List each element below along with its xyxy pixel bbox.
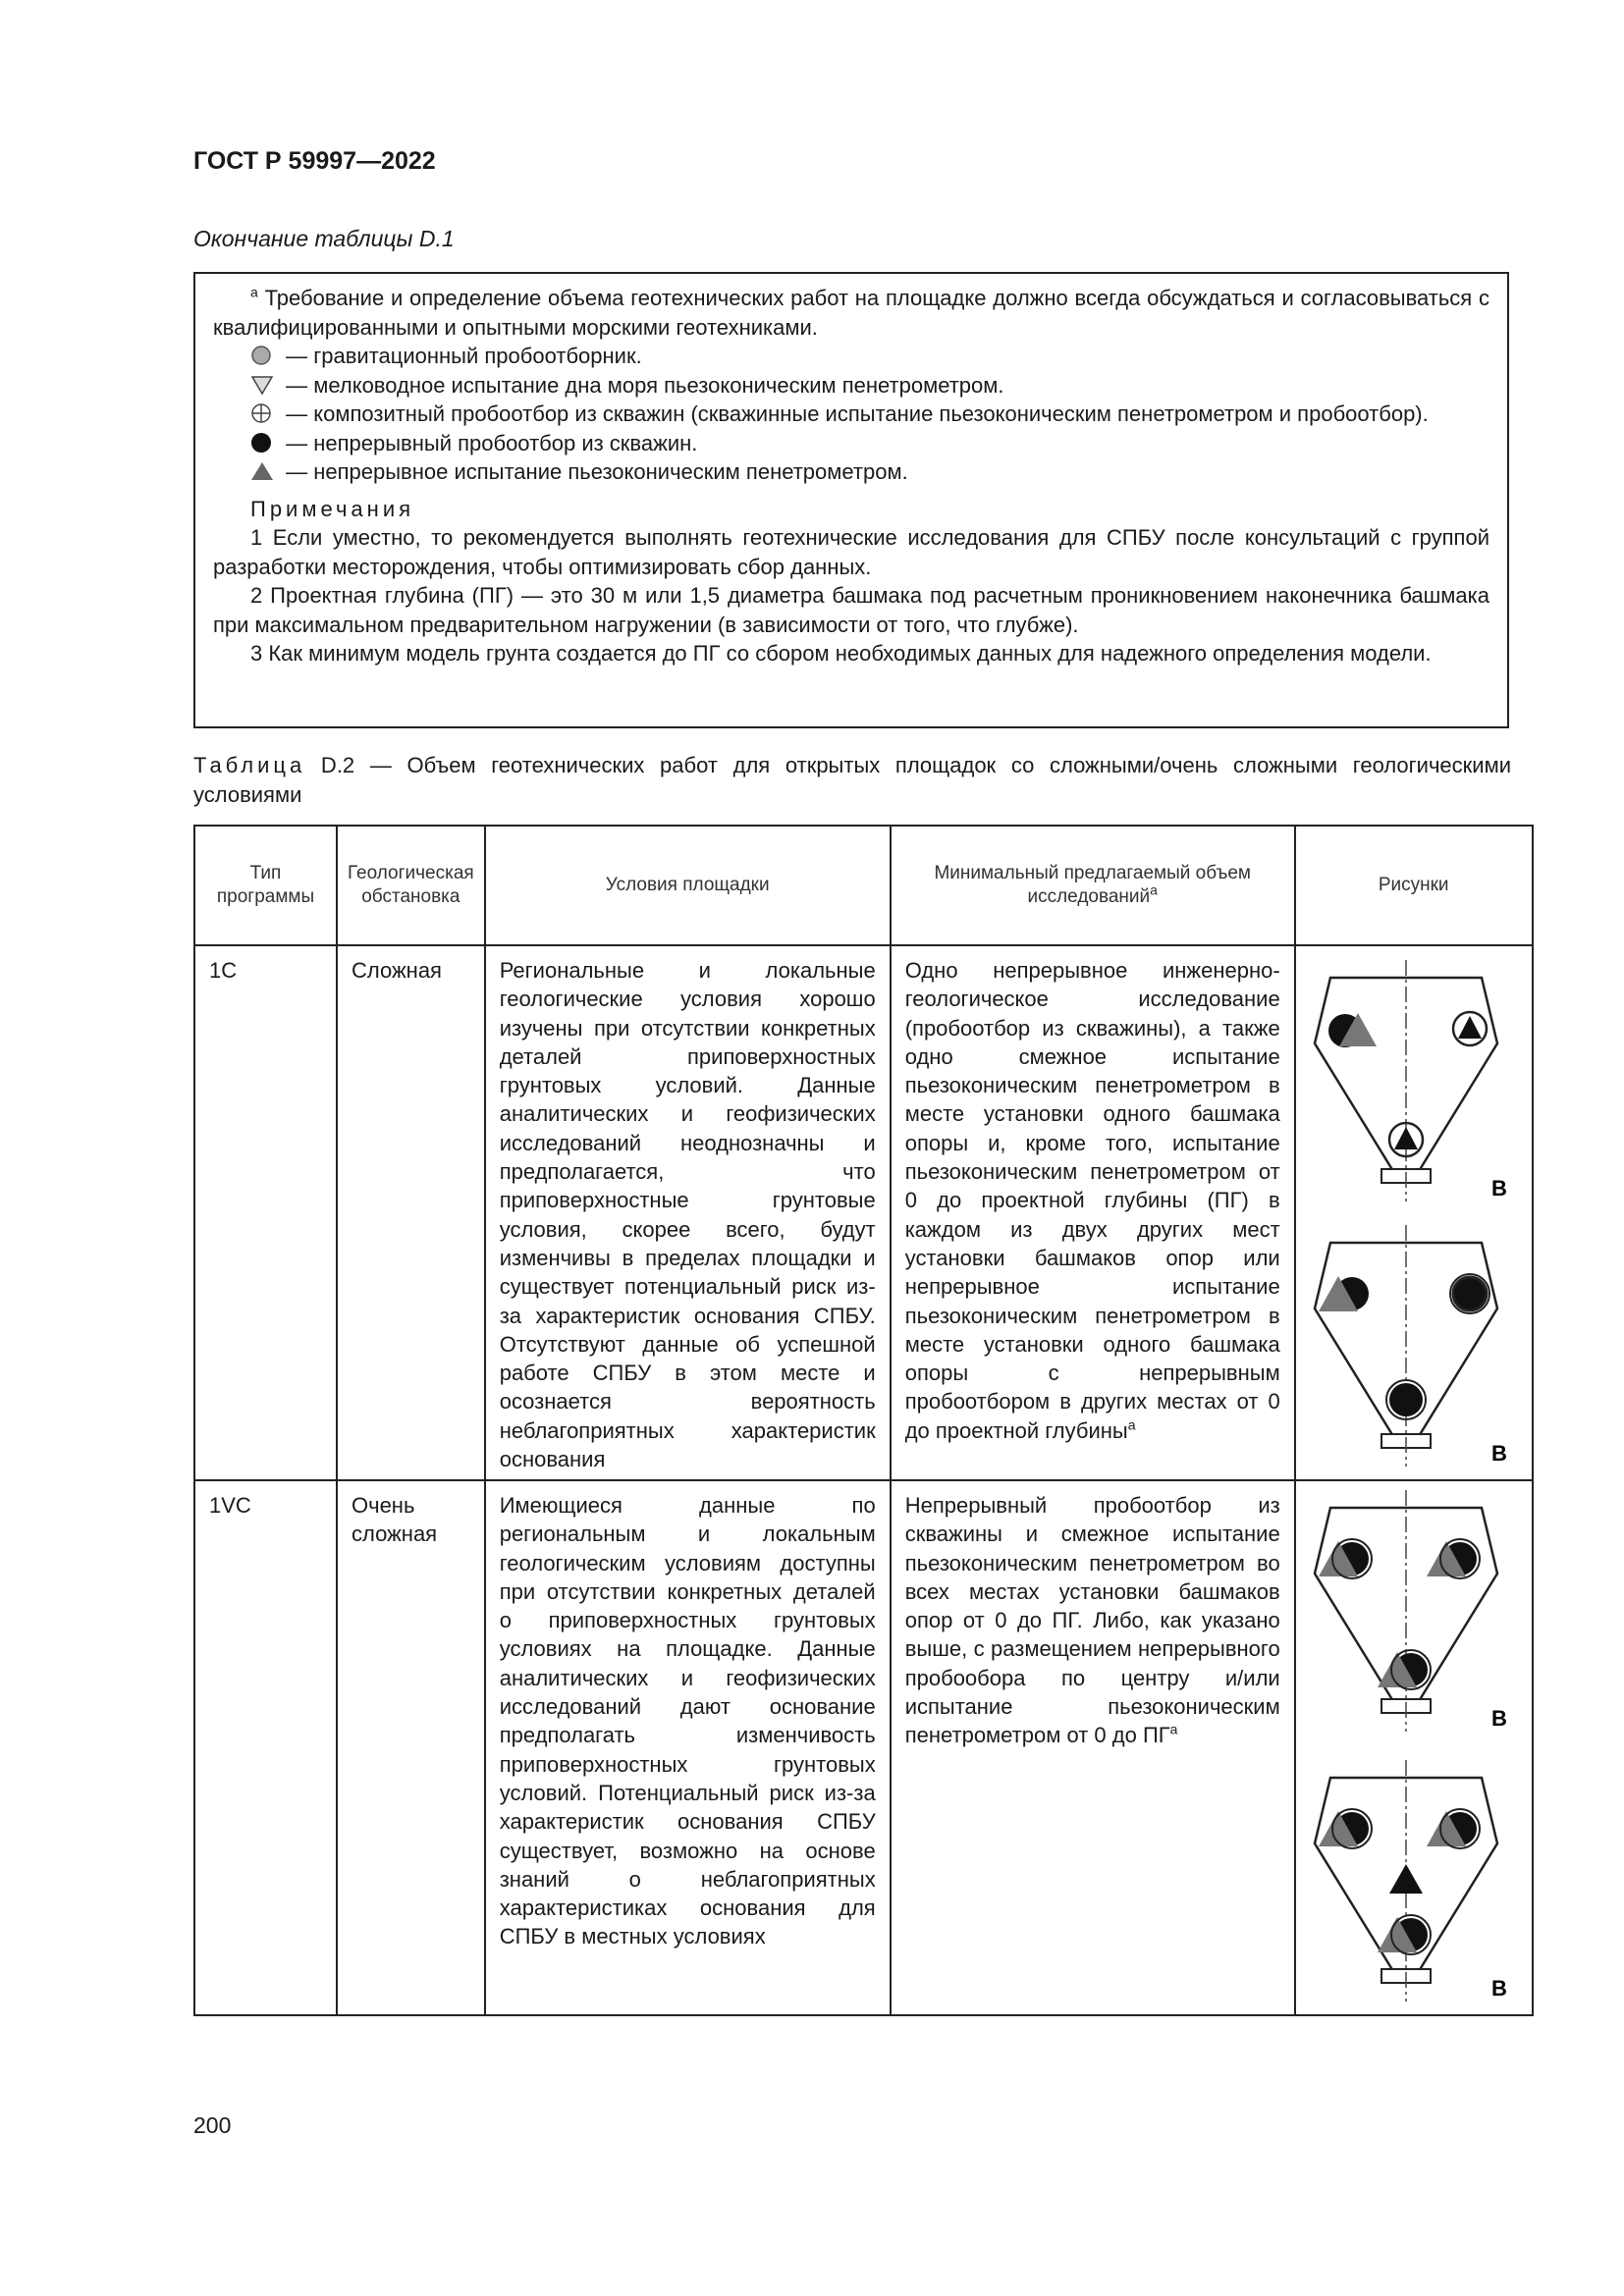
- note-2: 2 Проектная глубина (ПГ) — это 30 м или 1,5 диаметра башмака под расчетным проникновением наконечника башмака при максимальном предварительном нагружении (в зависимости от того, что глубже).: [213, 583, 1489, 637]
- document-code-header: ГОСТ Р 59997—2022: [193, 147, 436, 175]
- jackup-layout-figure: [1296, 1481, 1532, 2011]
- legend-item: [213, 342, 1489, 371]
- header-min-scope: Минимальный предлагаемый объем исследований$^a$: [891, 826, 1295, 945]
- row-scope-cell: Непрерывный пробоотбор из скважины и смежное испытание пьезоконическим пенетрометром во всех местах установки башмаков опор от 0 до ПГ. Либо, как указано выше, с размещением непрерывного пробообора по центру и/или испытание пьезоконическим пенетрометром от 0 до $ПГ^a$: [891, 1480, 1295, 2015]
- row-conditions-cell: Имеющиеся данные по региональным и локальным геологическим условиям доступны при отсутствии конкретных деталей о приповерхностных грунтовых условиях на площадке. Данные аналитических и геофизических исследований дают основание предполагать изменчивость приповерхностных грунтовых условий. Потенциальный риск из-за характеристик основания СПБУ существует, возможно на основе знаний о неблагоприятных характеристиках основания для СПБУ в местных условиях: [485, 1480, 891, 2015]
- header-program-type: Тип программы: [194, 826, 337, 945]
- legend-text: — непрерывный пробоотбор из скважин.: [280, 430, 698, 455]
- figure-label: B: [1490, 1441, 1507, 1466]
- row-figures-cell: [1295, 1480, 1533, 2015]
- row-geology-cell: Сложная: [337, 945, 485, 1480]
- figure-label: B: [1490, 1706, 1507, 1731]
- triangle-outline-icon: [250, 374, 276, 396]
- table-caption-label: Таблица: [193, 753, 306, 777]
- table-row: [194, 1480, 1533, 2015]
- note-1: 1 Если уместно, то рекомендуется выполнять геотехнические исследования для СПБУ после консультаций с группой разработки месторождения, чтобы оптимизировать сбор данных.: [213, 525, 1489, 579]
- footnote-text: Требование и определение объема геотехнических работ на площадке должно всегда обсуждаться и согласовываться с квалифицированными и опытными морскими геотехниками.: [213, 286, 1489, 340]
- row-type-cell: 1VC: [194, 1480, 337, 2015]
- legend-item: [213, 457, 1489, 487]
- gray-circle-icon: [250, 345, 276, 366]
- table-continuation-title: Окончание таблицы D.1: [193, 226, 455, 251]
- table-header-row: [194, 826, 1533, 945]
- jackup-layout-figure: [1296, 946, 1532, 1476]
- legend-text: — непрерывное испытание пьезоконическим пенетрометром.: [280, 459, 908, 484]
- row-figures-cell: [1295, 945, 1533, 1480]
- table-row: [194, 945, 1533, 1480]
- legend-text: — гравитационный пробоотборник.: [280, 344, 642, 368]
- legend-item: [213, 429, 1489, 458]
- circle-cross-icon: [250, 402, 276, 424]
- figure-label: B: [1490, 1176, 1507, 1201]
- row-scope-cell: Одно непрерывное инженерно-геологическое исследование (пробоотбор из скважины), а также одно смежное испытание пьезоконическим пенетрометром в месте установки одного башмака опоры и, кроме того, испытание пьезоконическим пенетрометром от 0 до проектной глубины (ПГ) в каждом из двух других мест установки башмаков опор или непрерывное испытание пьезоконическим пенетрометром в месте установки одного башмака опоры с непрерывным пробоотбором в других местах от 0 до проектной глубины$^a$: [891, 945, 1295, 1480]
- footnote-mark: a: [250, 284, 258, 300]
- gray-triangle-icon: [250, 460, 276, 482]
- notes-heading: Примечания: [250, 496, 415, 521]
- note-3: 3 Как минимум модель грунта создается до ПГ со сбором необходимых данных для надежного определения модели.: [250, 641, 1432, 666]
- table-caption-text: D.2 — Объем геотехнических работ для открытых площадок со сложными/очень сложными геологическими условиями: [193, 753, 1511, 807]
- row-geology-cell: Очень сложная: [337, 1480, 485, 2015]
- legend-text: — композитный пробоотбор из скважин (скважинные испытание пьезоконическим пенетрометром и пробоотбор).: [280, 401, 1429, 426]
- header-conditions: Условия площадки: [485, 826, 891, 945]
- black-circle-icon: [250, 432, 276, 454]
- table-d2-caption: [193, 751, 1511, 810]
- row-type-cell: 1C: [194, 945, 337, 1480]
- table-d2: [193, 825, 1534, 2016]
- figure-label: B: [1490, 1976, 1507, 2001]
- page-number: 200: [193, 2112, 232, 2138]
- footnote-a: [213, 284, 1489, 342]
- legend-item: [213, 371, 1489, 400]
- table-d1-notes-box: [193, 272, 1509, 728]
- legend-text: — мелководное испытание дна моря пьезоконическим пенетрометром.: [280, 372, 1004, 398]
- header-figures: Рисунки: [1295, 826, 1533, 945]
- row-conditions-cell: Региональные и локальные геологические условия хорошо изучены при отсутствии конкретных деталей приповерхностных грунтовых условий. Данные аналитических и геофизических исследований неоднозначны и предполагается, что приповерхностные грунтовые условия, скорее всего, будут изменчивы в пределах площадки и существует потенциальный риск из-за характеристик основания СПБУ. Отсутствуют данные об успешной работе СПБУ в этом месте и осознается вероятность неблагоприятных характеристик основания: [485, 945, 891, 1480]
- legend-item: [213, 400, 1489, 429]
- header-geology: Геологическая обстановка: [337, 826, 485, 945]
